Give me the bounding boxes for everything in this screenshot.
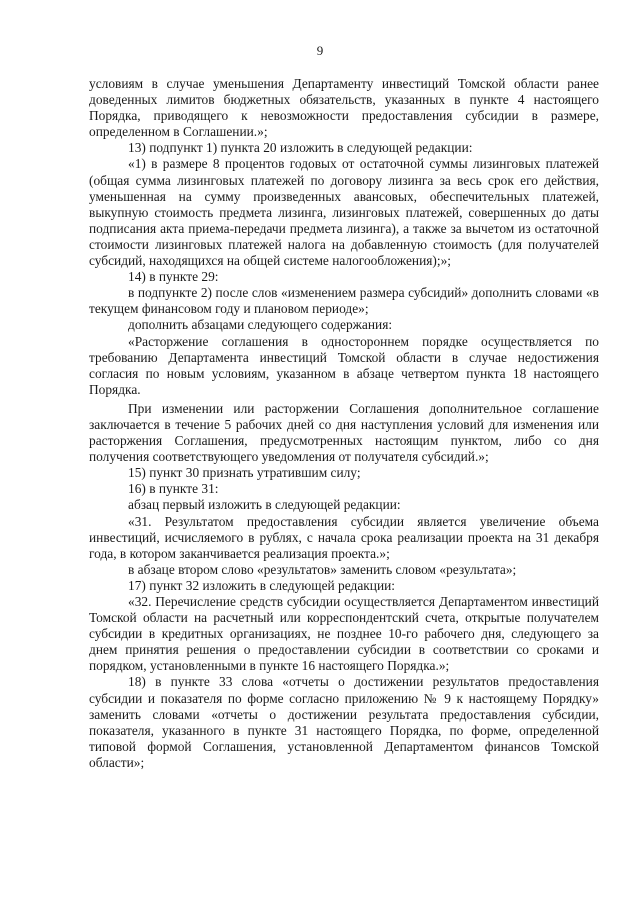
paragraph-item-17: 17) пункт 32 изложить в следующей редакции: <box>128 577 396 593</box>
paragraph-quote-termination: «Расторжение соглашения в одностороннем порядке осуществляется по требованию Департамента инвестиций Томской области в случае недостижения согласия по новым условиям, указанном в абзаце четвертом пункта 18 настоящего Порядка. <box>89 333 599 397</box>
paragraph-quote-point-32: «32. Перечисление средств субсидии осуществляется Департаментом инвестиций Томской области на расчетный или корреспондентский счета, открытые получателем субсидии в кредитных организациях, не позднее 10-го рабочего дня, следующего за днем принятия решения о предоставлении субсидии в соответствии со сроками и порядком, установленными в пункте 16 настоящего Порядка.»; <box>89 594 599 674</box>
paragraph-subitem-2-amendment: в подпункте 2) после слов «изменением размера субсидий» дополнить словами «в текущем финансовом году и плановом периоде»; <box>89 285 599 317</box>
document-body <box>89 76 599 771</box>
page-number: 9 <box>316 43 324 58</box>
paragraph-second-abstract: в абзаце втором слово «результатов» заменить словом «результата»; <box>128 561 517 577</box>
paragraph-quote-subitem-1: «1) в размере 8 процентов годовых от остаточной суммы лизинговых платежей (общая сумма лизинговых платежей по договору лизинга за весь срок его действия, уменьшенная на сумму произведенных авансовых, обеспечительных платежей, выкупную стоимость предмета лизинга, лизинговых платежей, совершенных до даты подписания акта приема-передачи предмета лизинга), а также за вычетом из остаточной стоимости лизинговых платежей налога на добавленную стоимость (для получателей субсидий, находящихся на общей системе налогообложения);»; <box>89 156 599 269</box>
paragraph-continuation: условиям в случае уменьшения Департаменту инвестиций Томской области ранее доведенных лимитов бюджетных обязательств, указанных в пункте 4 настоящего Порядка, приводящего к невозможности предоставления субсидии в размере, определенном в Соглашении.»; <box>89 76 599 140</box>
paragraph-item-18: 18) в пункте 33 слова «отчеты о достижении результатов предоставления субсидии и показателя по форме согласно приложению № 9 к настоящему Порядку» заменить словами «отчеты о достижении результата предоставления субсидии, показателя, указанного в пункте 31 настоящего Порядка, по форме, определенной типовой формой Соглашения, установленной Департаментом финансов Томской области»; <box>89 674 599 770</box>
paragraph-item-16: 16) в пункте 31: <box>128 481 219 497</box>
paragraph-item-15: 15) пункт 30 признать утратившим силу; <box>128 465 361 481</box>
paragraph-add-abstracts: дополнить абзацами следующего содержания: <box>128 317 393 333</box>
paragraph-quote-point-31: «31. Результатом предоставления субсидии является увеличение объема инвестиций, исчисляемого в рублях, с начала срока реализации проекта на 31 декабря года, в котором заканчивается реализация проекта.»; <box>89 513 599 561</box>
paragraph-item-13: 13) подпункт 1) пункта 20 изложить в следующей редакции: <box>128 140 473 156</box>
paragraph-item-14: 14) в пункте 29: <box>128 269 219 285</box>
paragraph-amendment-agreement: При изменении или расторжении Соглашения дополнительное соглашение заключается в течение 5 рабочих дней со дня наступления условий для изменения или расторжения Соглашения, предусмотренных настоящим пунктом, либо со дня получения соответствующего уведомления от получателя субсидий.»; <box>89 400 599 465</box>
paragraph-first-abstract: абзац первый изложить в следующей редакции: <box>128 497 401 513</box>
